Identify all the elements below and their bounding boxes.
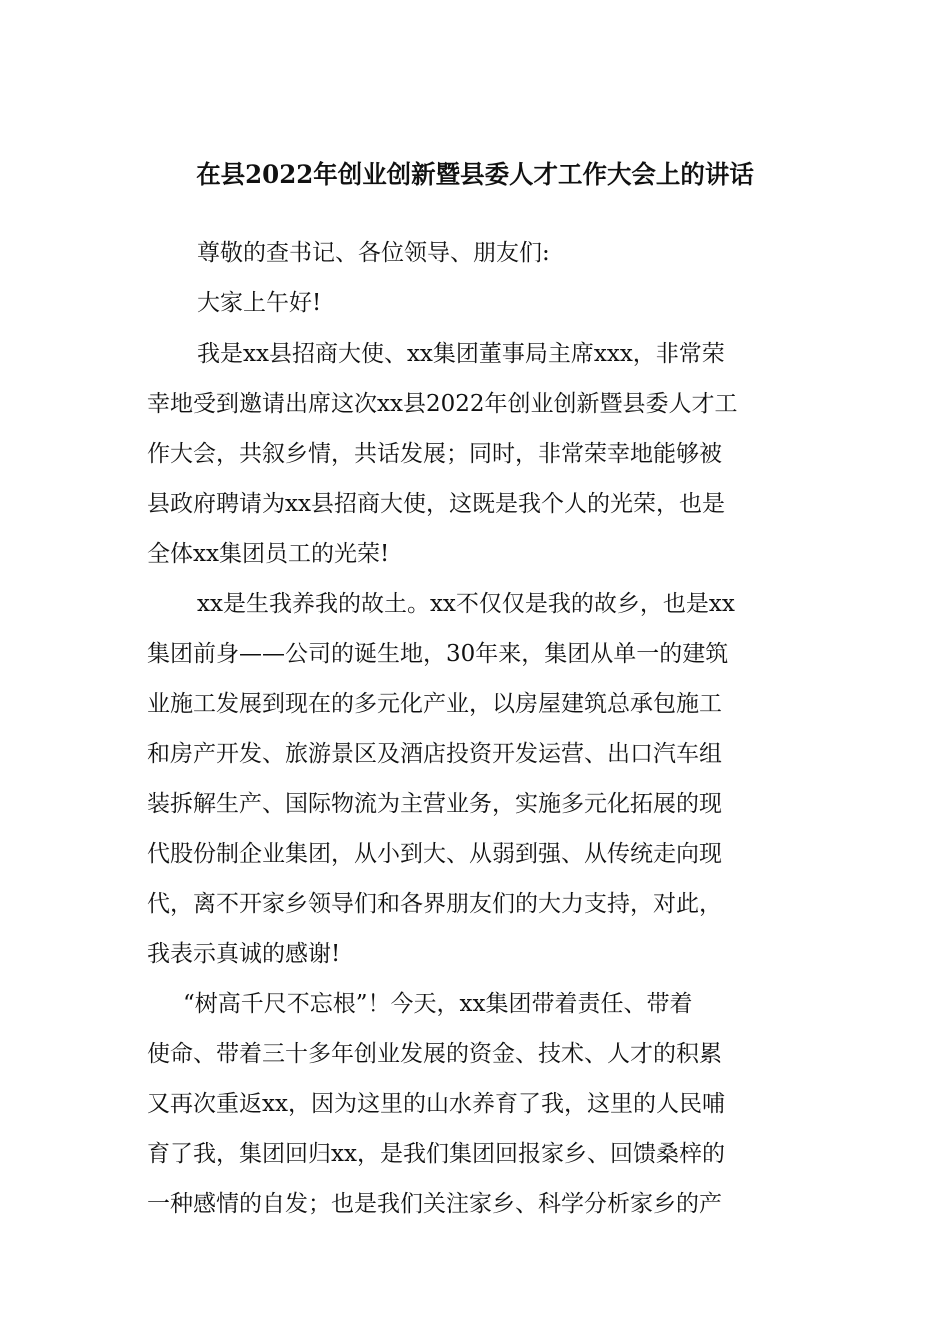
paragraph-line: 集团前身——公司的诞生地，30年来，集团从单一的建筑	[147, 641, 729, 667]
paragraph-line: 装拆解生产、国际物流为主营业务，实施多元化拓展的现	[147, 791, 722, 817]
paragraph-line: xx是生我养我的故土。xx不仅仅是我的故乡，也是xx	[197, 591, 735, 617]
document-title: 在县2022年创业创新暨县委人才工作大会上的讲话	[196, 160, 754, 189]
paragraph-line: 业施工发展到现在的多元化产业，以房屋建筑总承包施工	[147, 691, 722, 717]
paragraph-line: 育了我，集团回归xx，是我们集团回报家乡、回馈桑梓的	[147, 1141, 725, 1167]
paragraph-line: 我表示真诚的感谢!	[147, 941, 341, 967]
paragraph-line: 代股份制企业集团，从小到大、从弱到强、从传统走向现	[147, 841, 722, 867]
paragraph-line: 使命、带着三十多年创业发展的资金、技术、人才的积累	[147, 1041, 722, 1067]
paragraph-line: 幸地受到邀请出席这次xx县2022年创业创新暨县委人才工	[147, 391, 738, 417]
paragraph-line: 和房产开发、旅游景区及酒店投资开发运营、出口汽车组	[147, 741, 722, 767]
paragraph-line: 全体xx集团员工的光荣!	[147, 541, 390, 567]
paragraph-line: 县政府聘请为xx县招商大使，这既是我个人的光荣，也是	[147, 491, 725, 517]
paragraph-line: “树高千尺不忘根”！今天，xx集团带着责任、带着	[183, 991, 693, 1017]
paragraph-line: 又再次重返xx，因为这里的山水养育了我，这里的人民哺	[147, 1091, 725, 1117]
paragraph-line: 代，离不开家乡领导们和各界朋友们的大力支持，对此，	[147, 891, 722, 917]
paragraph-line: 一种感情的自发；也是我们关注家乡、科学分析家乡的产	[147, 1191, 722, 1217]
paragraph-line: 作大会，共叙乡情，共话发展；同时，非常荣幸地能够被	[147, 441, 722, 467]
greeting-line: 大家上午好!	[197, 290, 322, 316]
paragraph-line: 我是xx县招商大使、xx集团董事局主席xxx，非常荣	[197, 341, 725, 367]
salutation-line: 尊敬的查书记、各位领导、朋友们:	[197, 240, 550, 266]
